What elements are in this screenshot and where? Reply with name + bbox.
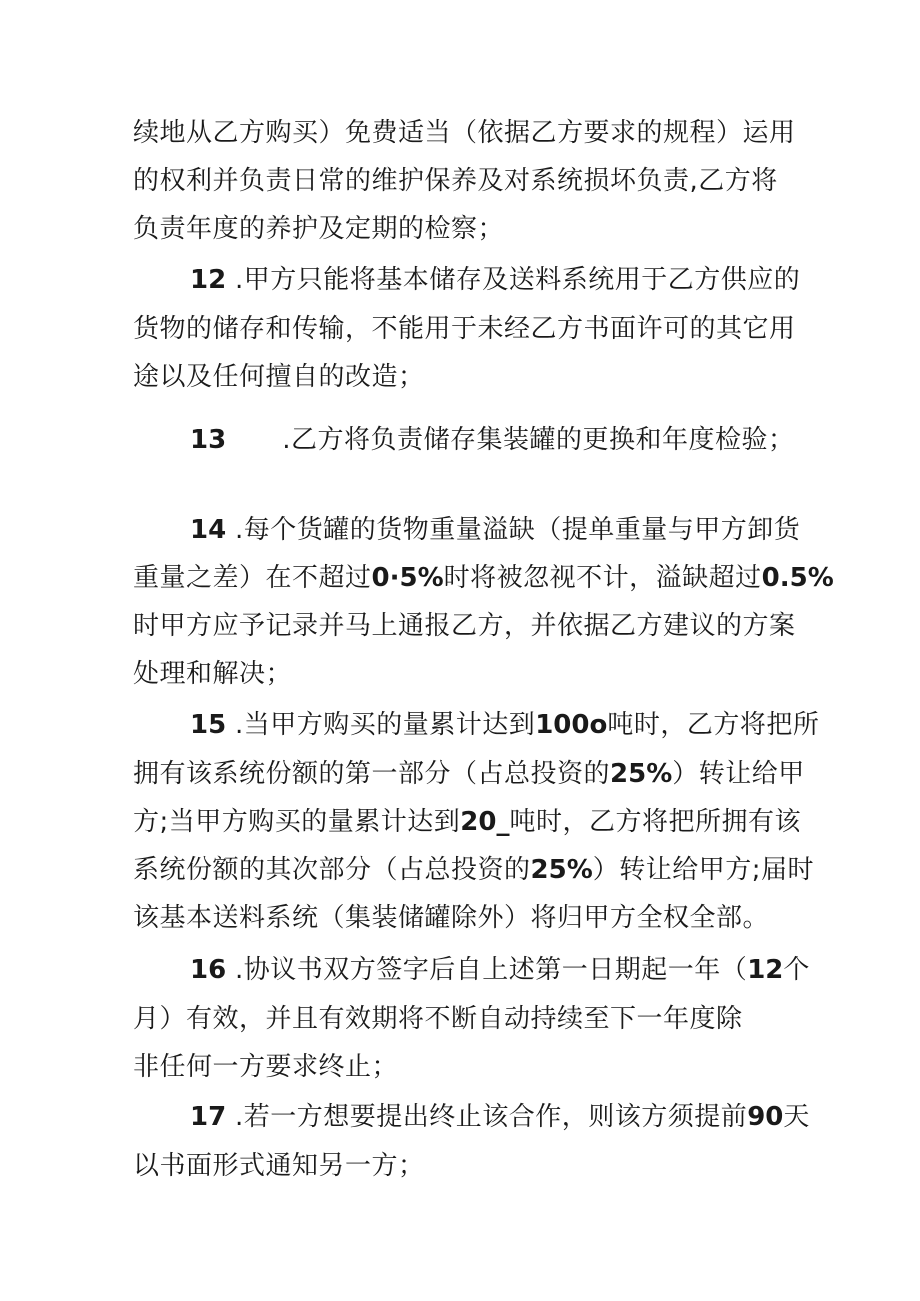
clause-12-text: .甲方只能将基本储存及送料系统用于乙方供应的 (234, 265, 801, 295)
clause-15-text-c: 吨时，乙方将把所 (607, 710, 820, 740)
clause-17-text-c: 天 (783, 1102, 810, 1132)
clause-14-text-c: 时将被忽视不计，溢缺超过 (443, 563, 762, 593)
clause-16-text-c: 个 (783, 955, 810, 985)
clause-11-line-3: 负责年度的养护及定期的检察； (133, 214, 505, 244)
clause-16-number: 16 (190, 955, 227, 985)
clause-15-number: 15 (190, 710, 227, 740)
clause-17-line-1 (190, 1100, 810, 1134)
clause-17-number: 17 (190, 1102, 227, 1132)
clause-17-text-a: .若一方想要提出终止该合作，则该方须提前 (234, 1102, 748, 1132)
clause-16-line-1 (190, 953, 810, 987)
clause-12-line-3: 途以及任何擅自的改造； (133, 362, 425, 392)
clause-12-line-1 (190, 263, 800, 297)
clause-14-line-1 (190, 513, 800, 547)
clause-15-text-a: .当甲方购买的量累计达到 (234, 710, 536, 740)
clause-15-line-4 (133, 853, 814, 887)
clause-14-text-a: 重量之差）在不超过 (133, 563, 372, 593)
clause-15-l4-text-a: 系统份额的其次部分（占总投资的 (133, 855, 531, 885)
clause-11-line-2: 的权利并负责日常的维护保养及对系统损坏负责,乙方将 (133, 166, 778, 196)
clause-15-amount-2: 20_ (460, 807, 510, 837)
clause-15-amount-1: 100o (535, 710, 608, 740)
clause-15-share-2: 25% (530, 855, 593, 885)
clause-14-line-4: 处理和解决； (133, 659, 293, 689)
clause-17-line-2: 以书面形式通知另一方； (133, 1151, 425, 1181)
clause-14-number: 14 (190, 515, 227, 545)
clause-16-text-a: .协议书双方签字后自上述第一日期起一年（ (234, 955, 748, 985)
clause-15-l2-text-a: 拥有该系统份额的第一部分（占总投资的 (133, 759, 611, 789)
clause-15-line-2 (133, 757, 805, 791)
clause-12-number: 12 (190, 265, 227, 295)
clause-14-text: .每个货罐的货物重量溢缺（提单重量与甲方卸货 (234, 515, 801, 545)
clause-13-number: 13 (190, 425, 227, 455)
clause-15-l2-text-c: ）转让给甲 (672, 759, 805, 789)
clause-12-line-2: 货物的储存和传输，不能用于未经乙方书面许可的其它用 (133, 314, 796, 344)
clause-14-threshold-1: 0·5% (371, 563, 444, 593)
clause-14-line-2 (133, 561, 834, 595)
clause-15-line-5: 该基本送料系统（集装储罐除外）将归甲方全权全部。 (133, 903, 770, 933)
clause-14-threshold-2: 0.5% (761, 563, 834, 593)
clause-16-months: 12 (747, 955, 784, 985)
clause-15-l4-text-c: ）转让给甲方;届时 (592, 855, 815, 885)
clause-15-l3-text-a: 方;当甲方购买的量累计达到 (133, 807, 461, 837)
clause-13-line-1 (190, 423, 794, 457)
clause-15-share-1: 25% (610, 759, 673, 789)
clause-14-line-3: 时甲方应予记录并马上通报乙方，并依据乙方建议的方案 (133, 611, 796, 641)
clause-16-line-3: 非任何一方要求终止； (133, 1052, 399, 1082)
clause-11-line-1: 续地从乙方购买）免费适当（依据乙方要求的规程）运用 (133, 118, 796, 148)
clause-16-line-2: 月）有效，并且有效期将不断自动持续至下一年度除 (133, 1004, 743, 1034)
clause-15-l3-text-c: 吨时，乙方将把所拥有该 (509, 807, 801, 837)
clause-15-line-1 (190, 708, 819, 742)
clause-17-days: 90 (747, 1102, 784, 1132)
clause-15-line-3 (133, 805, 801, 839)
clause-13-text: .乙方将负责储存集装罐的更换和年度检验； (282, 425, 795, 455)
